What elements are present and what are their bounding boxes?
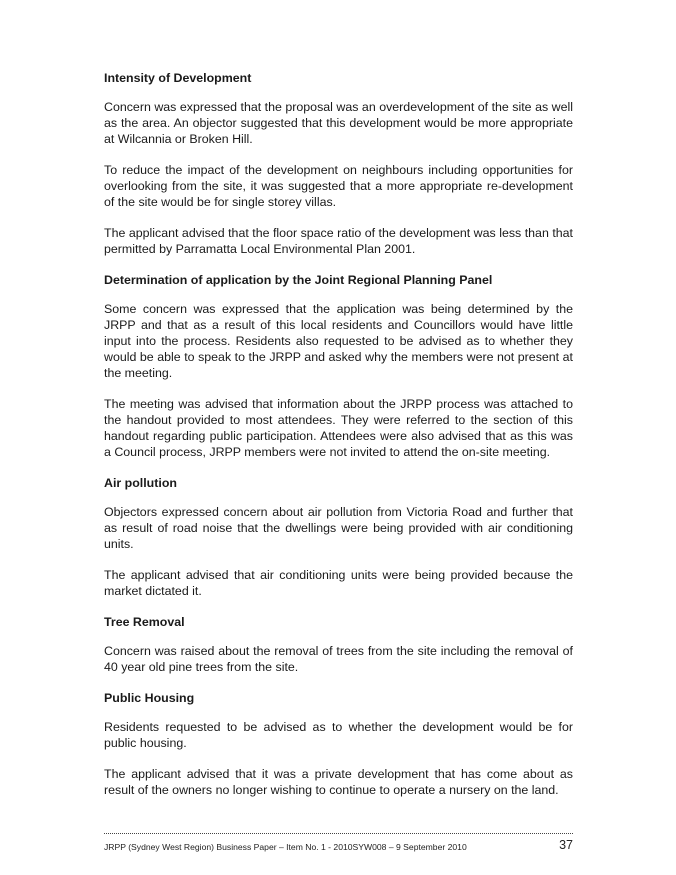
paragraph: The applicant advised that air conditioning units were being provided because the market dictated it. xyxy=(104,568,573,598)
section-heading: Air pollution xyxy=(104,476,177,490)
section-intensity-of-development xyxy=(104,70,573,257)
paragraph: Concern was expressed that the proposal was an overdevelopment of the site as well as the area. An objector suggested that this development would be more appropriate at Wilcannia or Broken Hill. xyxy=(104,100,573,146)
paragraph: Objectors expressed concern about air pollution from Victoria Road and further that as result of road noise that the dwellings were being provided with air conditioning units. xyxy=(104,505,573,551)
page-footer xyxy=(104,839,573,855)
paragraph: The applicant advised that it was a private development that has come about as result of the owners no longer wishing to continue to operate a nursery on the land. xyxy=(104,767,573,797)
section-public-housing xyxy=(104,690,573,798)
document-body xyxy=(104,70,573,813)
section-heading: Public Housing xyxy=(104,691,195,705)
paragraph: The meeting was advised that information about the JRPP process was attached to the handout provided to most attendees. They were referred to the section of this handout regarding public participation. Attendees were also advised that as this was a Council process, JRPP members were not invited to attend the on-site meeting. xyxy=(104,397,573,459)
footer-text: JRPP (Sydney West Region) Business Paper – Item No. 1 - 2010SYW008 – 9 September 2010 xyxy=(104,842,467,852)
section-heading: Intensity of Development xyxy=(104,71,252,85)
section-air-pollution xyxy=(104,475,573,599)
section-heading: Determination of application by the Joint Regional Planning Panel xyxy=(104,273,493,287)
paragraph: Concern was raised about the removal of trees from the site including the removal of 40 year old pine trees from the site. xyxy=(104,644,573,674)
paragraph: To reduce the impact of the development on neighbours including opportunities for overlooking from the site, it was suggested that a more appropriate re-development of the site would be for single storey villas. xyxy=(104,163,573,209)
footer-divider xyxy=(104,833,573,834)
section-tree-removal xyxy=(104,614,573,675)
paragraph: Residents requested to be advised as to whether the development would be for public housing. xyxy=(104,720,573,750)
paragraph: Some concern was expressed that the application was being determined by the JRPP and that as a result of this local residents and Councillors would have little input into the process. Residents also requested to be advised as to whether they would be able to speak to the JRPP and asked why the members were not present at the meeting. xyxy=(104,302,573,380)
section-heading: Tree Removal xyxy=(104,615,185,629)
paragraph: The applicant advised that the floor space ratio of the development was less than that permitted by Parramatta Local Environmental Plan 2001. xyxy=(104,226,573,256)
section-determination-jrpp xyxy=(104,272,573,460)
page-number: 37 xyxy=(559,838,573,852)
